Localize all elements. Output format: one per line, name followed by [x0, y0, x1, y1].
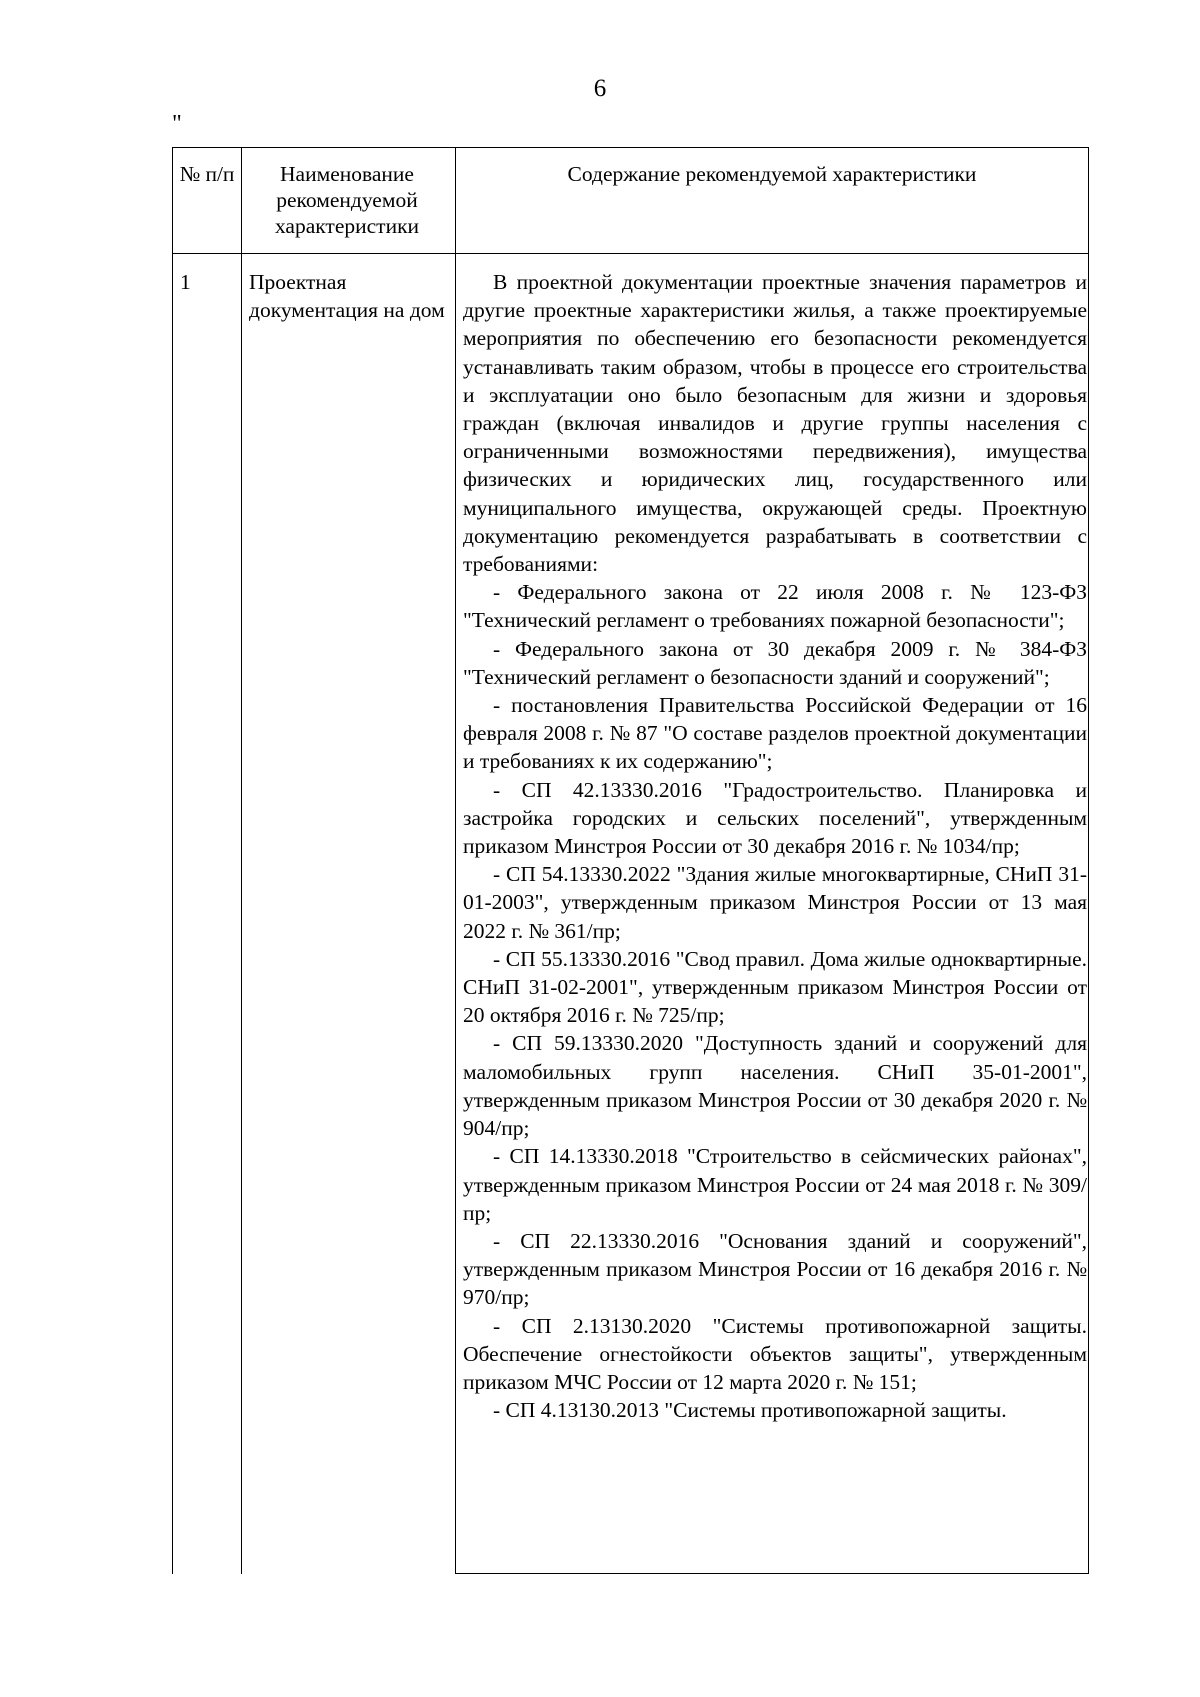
column-divider-2 [455, 147, 456, 1574]
content-item-sp-4-13130: - СП 4.13130.2013 "Системы противопожарной защиты. [493, 1398, 1007, 1423]
content-paragraph-intro: В проектной документации проектные значения параметров и другие проектные характеристики жилья, а также проектируемые мероприятия по обеспечению его безопасности рекомендуется устанавливать таким образом, чтобы в процессе его строительства и эксплуатации оно было безопасным для жизни и здоровья граждан (включая инвалидов и другие группы населения с ограниченными возможностями передвижения), имущества физических и юридических лиц, государственного или муниципального имущества, окружающей среды. Проектную документацию рекомендуется разрабатывать в соответствии с требованиями: [463, 270, 1087, 577]
content-item-sp-2-13130: - СП 2.13130.2020 "Системы противопожарной защиты. Обеспечение огнестойкости объектов защиты", утвержденным приказом МЧС России от 12 марта 2020 г. № 151; [463, 1313, 1087, 1394]
content-cell-bottom-border [455, 1573, 1089, 1574]
content-item-sp-59: - СП 59.13330.2020 "Доступность зданий и сооружений для маломобильных групп населения. СНиП 35-01-2001", утвержденным приказом Минстроя России от 30 декабря 2020 г. № 904/пр; [463, 1031, 1087, 1141]
table-right-border [1088, 147, 1089, 1574]
row-characteristic-content [463, 268, 1087, 1424]
header-bottom-border [172, 253, 1089, 254]
content-item-sp-14: - СП 14.13330.2018 "Строительство в сейсмических районах", утвержденным приказом Минстроя России от 24 мая 2018 г. № 309/пр; [463, 1144, 1087, 1225]
table-left-border [172, 147, 173, 1574]
header-characteristic-name: Наименование рекомендуемой характеристики [274, 162, 420, 238]
content-item-sp-42: - СП 42.13330.2016 "Градостроительство. Планировка и застройка городских и сельских поселений", утвержденным приказом Минстроя России от 30 декабря 2016 г. № 1034/пр; [463, 777, 1087, 859]
header-number: № п/п [179, 162, 235, 186]
content-item-fz-123: - Федерального закона от 22 июля 2008 г. № 123-ФЗ "Технический регламент о требованиях пожарной безопасности"; [463, 580, 1087, 633]
table-top-border [172, 147, 1089, 148]
column-divider-1 [241, 147, 242, 1574]
row-number: 1 [180, 270, 191, 294]
content-item-sp-55: - СП 55.13330.2016 "Свод правил. Дома жилые одноквартирные. СНиП 31-02-2001", утвержденным приказом Минстроя России от 20 октября 2016 г. № 725/пр; [463, 946, 1087, 1028]
content-item-resolution-87: - постановления Правительства Российской Федерации от 16 февраля 2008 г. № 87 "О составе разделов проектной документации и требованиях к их содержанию"; [463, 693, 1087, 774]
content-item-sp-22: - СП 22.13330.2016 "Основания зданий и сооружений", утвержденным приказом Минстроя России от 16 декабря 2016 г. № 970/пр; [463, 1228, 1087, 1310]
content-item-fz-384: - Федерального закона от 30 декабря 2009 г. № 384-ФЗ "Технический регламент о безопасности зданий и сооружений"; [463, 636, 1087, 689]
page-number: 6 [593, 75, 607, 102]
header-characteristic-content: Содержание рекомендуемой характеристики [567, 162, 977, 186]
quote-mark: " [172, 111, 182, 137]
row-characteristic-name: Проектная документация на дом [249, 270, 445, 323]
content-item-sp-54: - СП 54.13330.2022 "Здания жилые многоквартирные, СНиП 31-01-2003", утвержденным приказом Минстроя России от 13 мая 2022 г. № 361/пр; [463, 862, 1087, 943]
